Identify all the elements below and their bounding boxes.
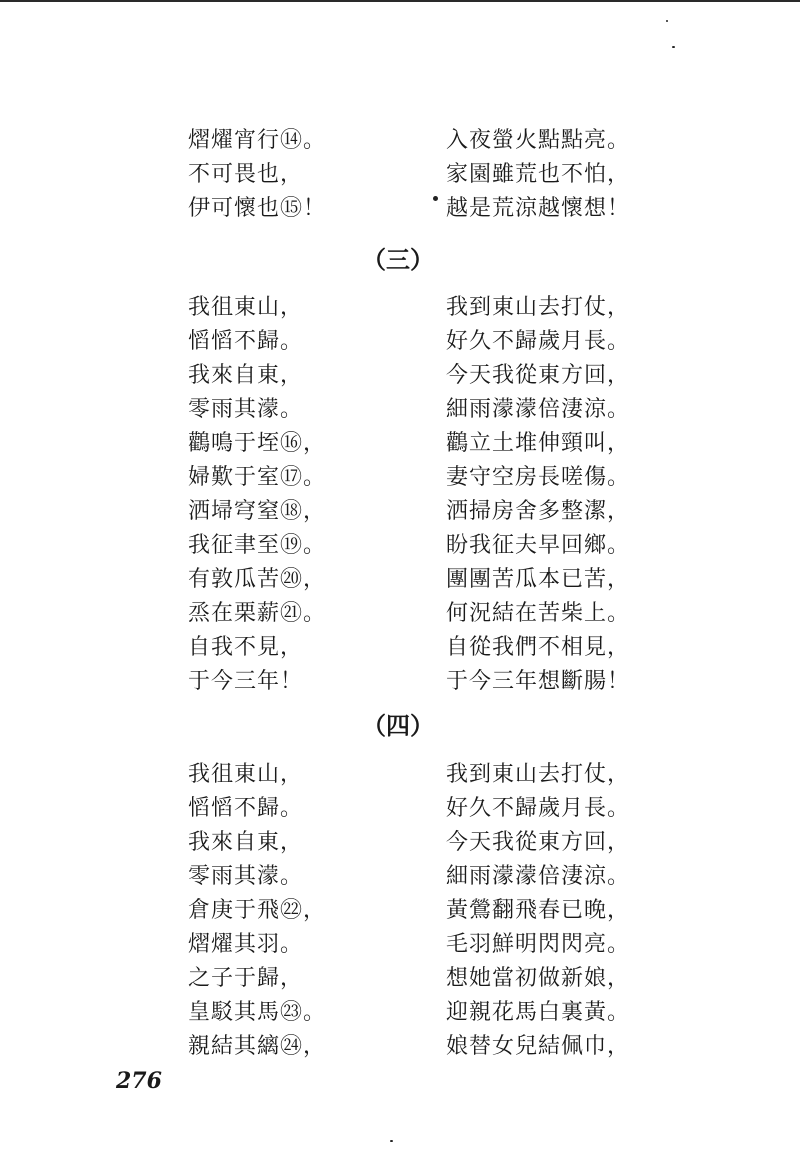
verse-right: 今天我從東方回，	[446, 363, 631, 388]
verse-left: 慆慆不歸。	[188, 329, 304, 354]
verse-right: 今天我從東方回，	[446, 830, 631, 855]
verse-left: 親結其縭㉔，	[188, 1034, 327, 1059]
verse-left: 慆慆不歸。	[188, 796, 304, 821]
verse-left: 熠燿宵行⑭。	[188, 128, 327, 153]
verse-left: 零雨其濛。	[188, 397, 304, 422]
verse-right: 細雨濛濛倍淒涼。	[446, 864, 631, 889]
verse-left: 熠燿其羽。	[188, 932, 304, 957]
verse-right: 妻守空房長嗟傷。	[446, 465, 631, 490]
verse-right: 入夜螢火點點亮。	[446, 128, 631, 153]
verse-left: 鸛鳴于垤⑯，	[188, 431, 327, 456]
verse-left: 倉庚于飛㉒，	[188, 898, 327, 923]
verse-right: 細雨濛濛倍淒涼。	[446, 397, 631, 422]
verse-left: 我來自東，	[188, 363, 304, 388]
verse-left: 婦歎于室⑰。	[188, 465, 327, 490]
verse-right: 何況結在苦柴上。	[446, 601, 631, 626]
verse-left: 不可畏也，	[188, 162, 304, 187]
verse-right: 鸛立土堆伸頸叫，	[446, 431, 631, 456]
verse-left: 之子于歸，	[188, 966, 304, 991]
verse-right: 毛羽鮮明閃閃亮。	[446, 932, 631, 957]
verse-left: 我來自東，	[188, 830, 304, 855]
verse-right: 自從我們不相見，	[446, 635, 631, 660]
scan-speck	[672, 46, 675, 48]
verse-right: 想她當初做新娘，	[446, 966, 631, 991]
verse-right: 迎親花馬白裏黃。	[446, 1000, 631, 1025]
section-heading-3: （三）	[362, 245, 434, 274]
scan-speck	[390, 1140, 393, 1142]
verse-right: 家園雖荒也不怕，	[446, 162, 631, 187]
verse-left: 于今三年！	[188, 669, 304, 694]
verse-right: 好久不歸歲月長。	[446, 329, 631, 354]
verse-left: 自我不見，	[188, 635, 304, 660]
verse-right: 好久不歸歲月長。	[446, 796, 631, 821]
verse-right: 團團苦瓜本已苦，	[446, 567, 631, 592]
verse-right: 娘替女兒結佩巾，	[446, 1034, 631, 1059]
verse-left: 我徂東山，	[188, 295, 304, 320]
verse-left: 我徂東山，	[188, 762, 304, 787]
verse-left: 我征聿至⑲。	[188, 533, 327, 558]
verse-left: 有敦瓜苦⑳，	[188, 567, 327, 592]
scan-speck	[666, 20, 668, 22]
top-rule	[0, 0, 800, 2]
verse-right: 我到東山去打仗，	[446, 762, 631, 787]
verse-left: 零雨其濛。	[188, 864, 304, 889]
verse-right: 我到東山去打仗，	[446, 295, 631, 320]
page-number: 276	[116, 1068, 162, 1094]
verse-right: 越是荒涼越懷想！	[446, 196, 631, 221]
verse-left: 皇駁其馬㉓。	[188, 1000, 327, 1025]
verse-right: 盼我征夫早回鄉。	[446, 533, 631, 558]
verse-right: 洒掃房舍多整潔，	[446, 499, 631, 524]
verse-left: 伊可懷也⑮！	[188, 196, 327, 221]
verse-right: 黃鶯翻飛春已晚，	[446, 898, 631, 923]
scan-speck	[433, 196, 438, 201]
verse-left: 烝在栗薪㉑。	[188, 601, 327, 626]
verse-right: 于今三年想斷腸！	[446, 669, 631, 694]
section-heading-4: （四）	[362, 711, 434, 740]
verse-left: 洒埽穹窒⑱，	[188, 499, 327, 524]
